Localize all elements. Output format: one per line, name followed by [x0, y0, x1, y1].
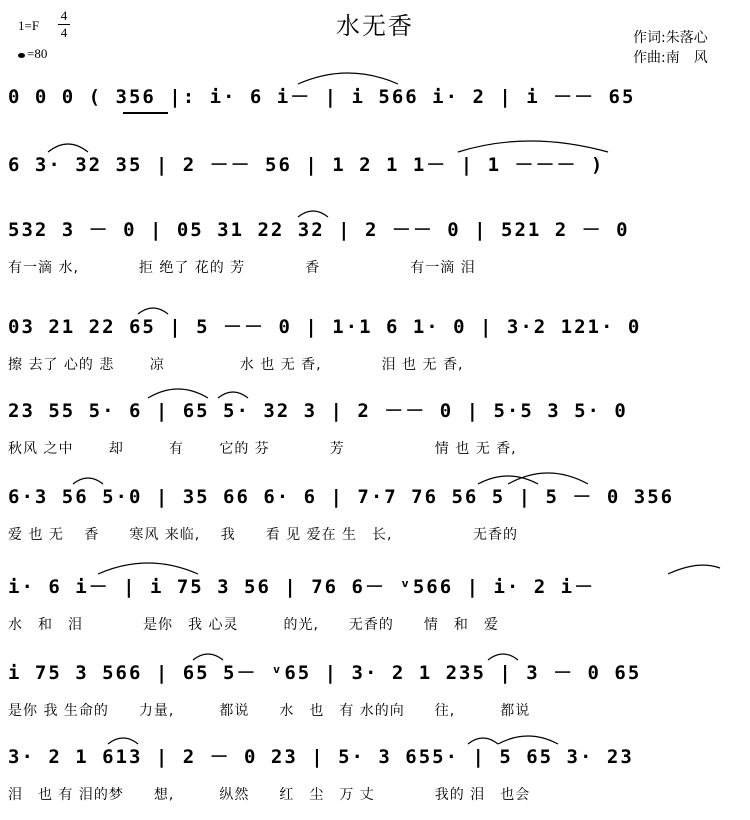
notes-line-2: 6 3· 32 35 | 2 －－ 56 | 1 2 1 1－ | 1 －－－ )	[8, 154, 605, 176]
notes-line-1: 0 0 0 ( 356 |: i· 6 i－ | i 566 i· 2 | i －－ 65	[8, 86, 636, 108]
lyrics-line-7: 水 和 泪 是你 我 心灵 的光, 无香的 情 和 爱	[8, 617, 499, 633]
notes-line-6: 6·3 56 5·0 | 35 66 6· 6 | 7·7 76 56 5 | 5 － 0 356	[8, 486, 675, 508]
lyricist-credit: 作词:朱落心	[633, 30, 708, 46]
lyrics-line-6: 爱 也 无 香 寒风 来临, 我 看 见 爱在 生 长, 无香的	[8, 527, 518, 543]
notes-line-4: 03 21 22 65 | 5 －－ 0 | 1·1 6 1· 0 | 3·2 121· 0	[8, 316, 642, 338]
beam-underline	[123, 112, 168, 114]
notes-line-7: i· 6 i－ | i 75 3 56 | 76 6－ ᵛ566 | i· 2 i－	[8, 576, 596, 598]
lyrics-line-5: 秋风 之中 却 有 它的 芬 芳 情 也 无 香,	[8, 441, 517, 457]
credits	[633, 28, 708, 68]
quarter-note-icon	[18, 53, 25, 58]
notes-line-9: 3· 2 1 613 | 2 － 0 23 | 5· 3 655· | 5 65 3· 23	[8, 746, 634, 768]
lyrics-line-8: 是你 我 生命的 力量, 都说 水 也 有 水的向 往, 都说	[8, 703, 531, 719]
tempo-value: =80	[27, 46, 48, 61]
notes-line-5: 23 55 5· 6 | 65 5· 32 3 | 2 －－ 0 | 5·5 3 5· 0	[8, 400, 628, 422]
notes-line-8: i 75 3 566 | 65 5－ ᵛ65 | 3· 2 1 235 | 3 － 0 65	[8, 662, 642, 684]
key-signature: 1=F	[18, 18, 40, 33]
composer-credit: 作曲:南 风	[633, 50, 708, 66]
time-signature-bottom: 4	[58, 24, 70, 41]
lyrics-line-4: 擦 去了 心的 悲 凉 水 也 无 香, 泪 也 无 香,	[8, 357, 464, 373]
tempo-marking	[18, 46, 47, 62]
notes-line-3: 532 3 － 0 | 05 31 22 32 | 2 －－ 0 | 521 2 － 0	[8, 219, 630, 241]
lyrics-line-3: 有一滴 水, 拒 绝了 花的 芳 香 有一滴 泪	[8, 260, 476, 276]
time-signature-top: 4	[60, 8, 68, 23]
song-title: 水无香	[336, 12, 414, 40]
lyrics-line-9: 泪 也 有 泪的梦 想, 纵然 红 尘 万 丈 我的 泪 也会	[8, 787, 531, 803]
